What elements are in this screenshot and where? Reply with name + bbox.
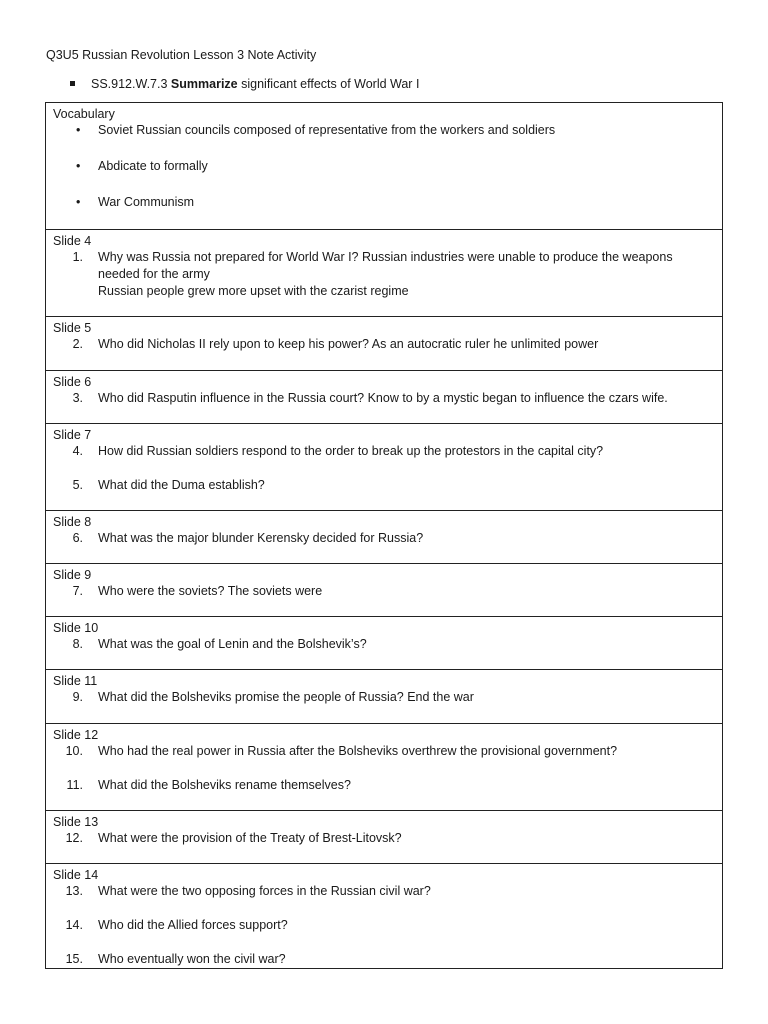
question-text: Russian people grew more upset with the czarist regime — [98, 284, 409, 298]
question-number: 10. — [65, 744, 83, 758]
question-number: 13. — [65, 884, 83, 898]
bullet-icon: • — [76, 123, 81, 137]
standard-code: SS.912.W.7.3 — [91, 77, 168, 91]
question-number: 11. — [66, 778, 83, 792]
question-text: needed for the army — [98, 267, 210, 281]
question-number: 2. — [72, 337, 83, 351]
slide-section — [46, 230, 722, 317]
question-text: What did the Bolsheviks promise the people of Russia? End the war — [98, 690, 474, 704]
section-label: Slide 4 — [53, 234, 92, 248]
question-text: What did the Duma establish? — [98, 478, 265, 492]
vocab-item: • Abdicate to formally — [76, 159, 208, 173]
section-label: Slide 9 — [53, 568, 92, 582]
slide-section — [46, 811, 722, 864]
question-number: 1. — [72, 250, 83, 264]
slide-section — [46, 424, 722, 511]
question-item — [53, 390, 714, 407]
question-number: 3. — [72, 391, 83, 405]
bullet-icon: • — [76, 159, 81, 173]
section-label: Slide 11 — [53, 674, 98, 688]
vocab-item: • War Communism — [76, 195, 195, 209]
section-label: Slide 6 — [53, 375, 92, 389]
question-item — [53, 743, 714, 760]
section-label: Slide 12 — [53, 728, 99, 742]
question-number: 6. — [72, 531, 83, 545]
question-number: 5. — [72, 478, 83, 492]
question-item — [53, 951, 714, 968]
question-item — [53, 636, 714, 653]
slide-section — [46, 317, 722, 371]
question-text: Who were the soviets? The soviets were — [98, 584, 323, 598]
vocab-item: • Soviet Russian councils composed of representative from the workers and soldiers — [76, 123, 556, 137]
question-item — [53, 249, 714, 300]
question-item — [53, 917, 714, 934]
question-item — [53, 443, 714, 460]
slide-section — [46, 511, 722, 564]
question-item — [53, 830, 714, 847]
section-label: Vocabulary — [53, 107, 115, 121]
standard-text: significant effects of World War I — [241, 77, 420, 91]
standard-line — [70, 77, 419, 91]
question-number: 9. — [72, 690, 83, 704]
section-label: Slide 10 — [53, 621, 99, 635]
question-item — [53, 336, 714, 353]
notes-table — [45, 102, 723, 969]
question-item — [53, 777, 714, 794]
vocabulary-section — [46, 103, 722, 230]
question-item — [53, 689, 714, 706]
question-text: Who did Nicholas II rely upon to keep his power? As an autocratic ruler he unlimited power — [98, 337, 599, 351]
section-label: Slide 14 — [53, 868, 99, 882]
section-label: Slide 7 — [53, 428, 92, 442]
slide-section — [46, 371, 722, 424]
question-number: 4. — [72, 444, 83, 458]
section-label: Slide 13 — [53, 815, 99, 829]
question-item — [53, 530, 714, 547]
bullet-icon: • — [76, 195, 81, 209]
slide-section — [46, 564, 722, 617]
question-text: What was the major blunder Kerensky decided for Russia? — [98, 531, 424, 545]
question-number: 14. — [65, 918, 83, 932]
standard-verb: Summarize — [170, 77, 238, 91]
question-item — [53, 477, 714, 494]
question-text: What did the Bolsheviks rename themselves? — [98, 778, 351, 792]
question-text: What were the provision of the Treaty of Brest-Litovsk? — [98, 831, 402, 845]
section-label: Slide 5 — [53, 321, 92, 335]
question-text: How did Russian soldiers respond to the order to break up the protestors in the capital city? — [98, 444, 604, 458]
slide-section — [46, 724, 722, 811]
square-bullet-icon — [70, 81, 75, 86]
slide-section — [46, 864, 722, 969]
question-text: Who had the real power in Russia after the Bolsheviks overthrew the provisional government? — [98, 744, 618, 758]
slide-section — [46, 617, 722, 670]
question-text: Who eventually won the civil war? — [98, 952, 286, 966]
question-text: What were the two opposing forces in the Russian civil war? — [98, 884, 431, 898]
question-text: Who did the Allied forces support? — [98, 918, 288, 932]
question-number: 15. — [65, 952, 83, 966]
question-number: 8. — [72, 637, 83, 651]
question-text: What was the goal of Lenin and the Bolshevik’s? — [98, 637, 367, 651]
question-number: 7. — [72, 584, 83, 598]
question-item — [53, 583, 714, 600]
question-text: Why was Russia not prepared for World War I? Russian industries were unable to produce the weapons — [98, 250, 673, 264]
question-number: 12. — [65, 831, 83, 845]
question-item — [53, 883, 714, 900]
section-label: Slide 8 — [53, 515, 92, 529]
slide-section — [46, 670, 722, 724]
question-text: Who did Rasputin influence in the Russia court? Know to by a mystic began to influence the czars wife. — [98, 391, 668, 405]
page-title: Q3U5 Russian Revolution Lesson 3 Note Activity — [46, 48, 317, 62]
